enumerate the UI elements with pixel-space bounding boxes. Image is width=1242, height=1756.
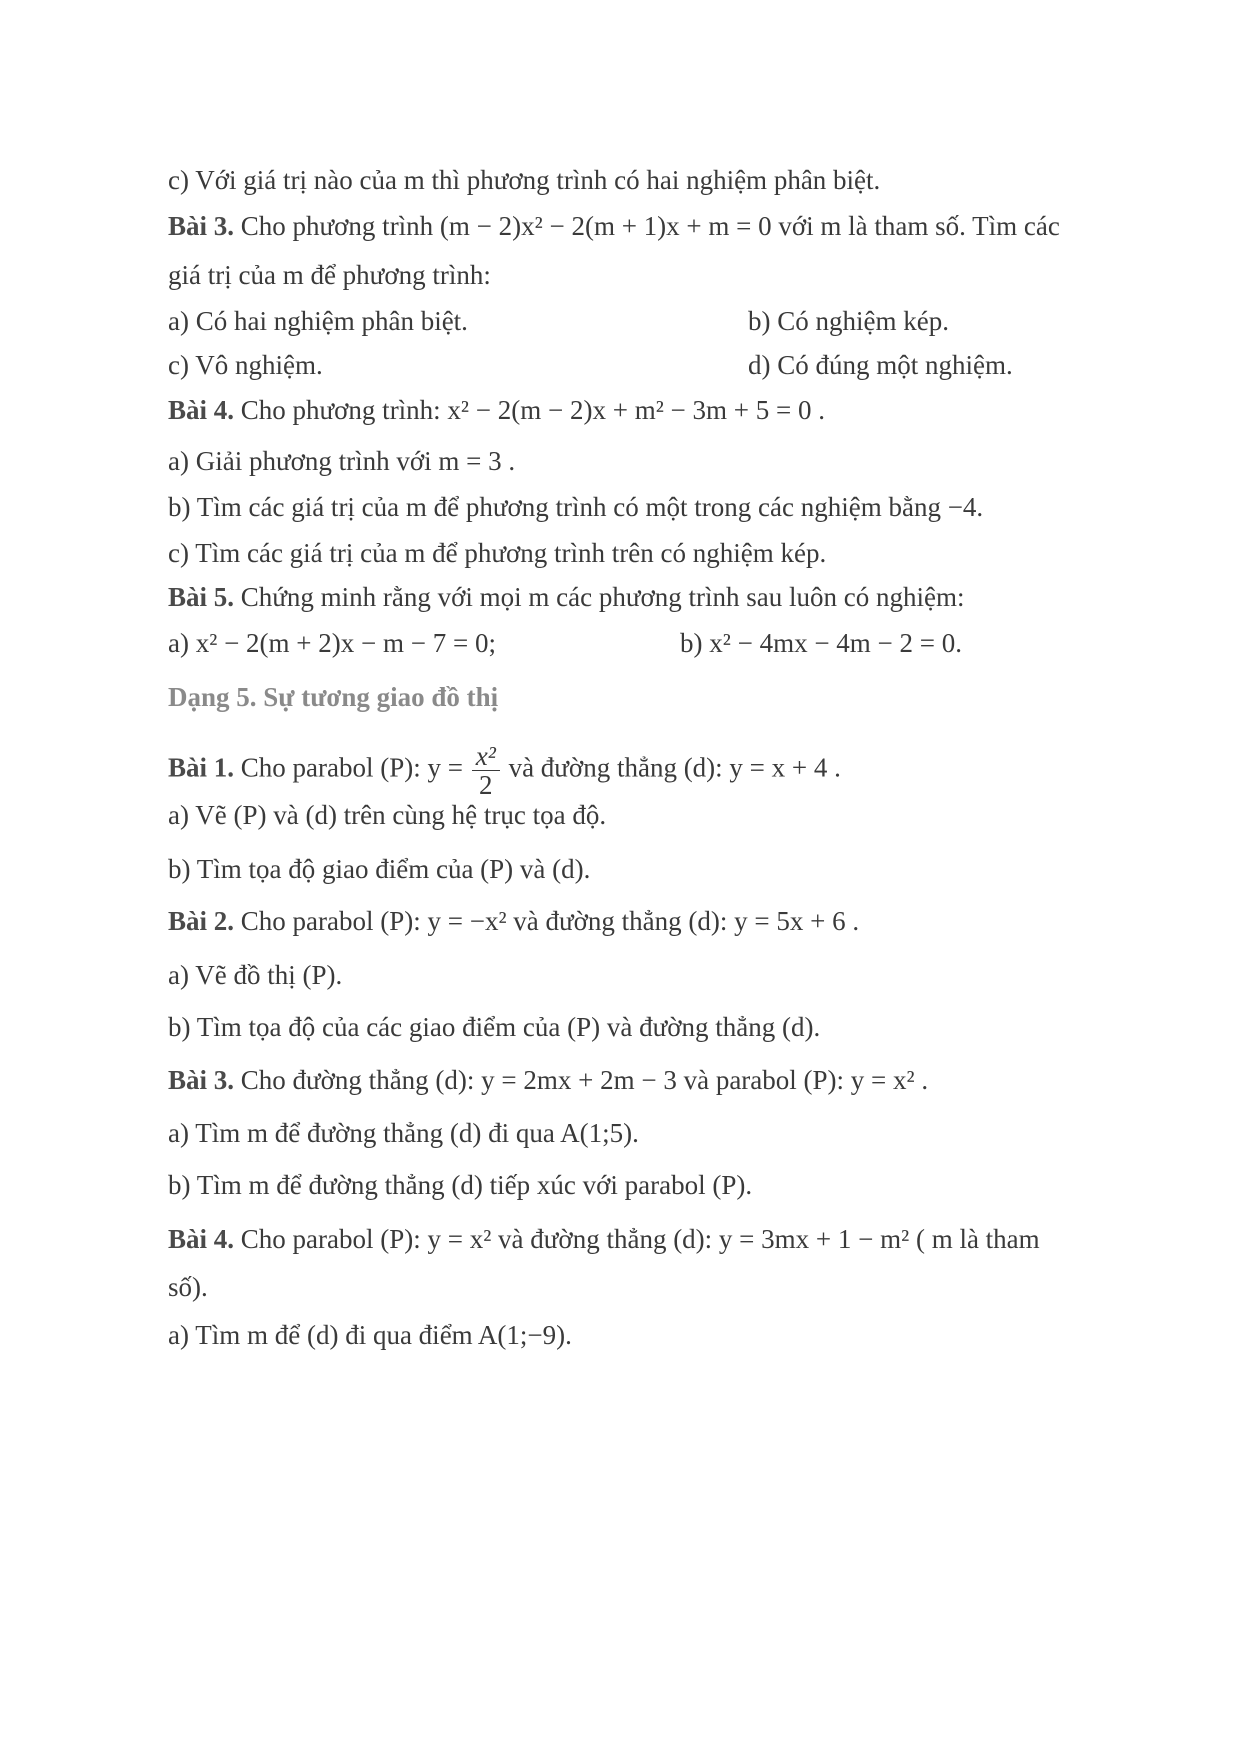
exercise-heading: Bài 4. Cho parabol (P): y = x² và đường thẳng (d): y = 3mx + 1 − m² ( m là tham bbox=[168, 1224, 1040, 1254]
exercise-line: b) Tìm tọa độ của các giao điểm của (P) và đường thẳng (d). bbox=[168, 1012, 821, 1042]
exercise-heading: Bài 3. Cho đường thẳng (d): y = 2mx + 2m − 3 và parabol (P): y = x² . bbox=[168, 1065, 929, 1095]
exercise-label: Bài 4. bbox=[168, 1224, 235, 1254]
exercise-label: Bài 2. bbox=[168, 906, 235, 936]
exercise-heading: Bài 1. Cho parabol (P): y = $\frac{\text{x²}}{2}$ và đường thẳng (d): y = x + 4 . bbox=[168, 741, 841, 800]
section-heading: Dạng 5. Sự tương giao đồ thị bbox=[168, 682, 499, 712]
exercise-line: a) Giải phương trình với m = 3 . bbox=[168, 446, 516, 476]
exercise-label: Bài 4. bbox=[168, 395, 235, 425]
exercise-line: b) Tìm các giá trị của m để phương trình có một trong các nghiệm bằng −4. bbox=[168, 492, 984, 522]
exercise-heading: Bài 5. Chứng minh rằng với mọi m các phương trình sau luôn có nghiệm: bbox=[168, 582, 965, 612]
exercise-label: Bài 3. bbox=[168, 1065, 235, 1095]
exercise-line: giá trị của m để phương trình: bbox=[168, 260, 491, 290]
exercise-label: Bài 1. bbox=[168, 752, 235, 783]
exercise-line: b) Tìm tọa độ giao điểm của (P) và (d). bbox=[168, 854, 591, 884]
exercise-line: c) Tìm các giá trị của m để phương trình trên có nghiệm kép. bbox=[168, 538, 827, 568]
exercise-heading: Bài 3. Cho phương trình (m − 2)x² − 2(m + 1)x + m = 0 với m là tham số. Tìm các bbox=[168, 211, 1060, 241]
exercise-line: a) Tìm m để (d) đi qua điểm A(1;−9). bbox=[168, 1320, 572, 1350]
exercise-options-row: a) x² − 2(m + 2)x − m − 7 = 0; b) x² − 4mx − 4m − 2 = 0. bbox=[168, 628, 962, 658]
exercise-label: Bài 5. bbox=[168, 582, 235, 612]
exercise-line: a) Vẽ đồ thị (P). bbox=[168, 960, 343, 990]
exercise-heading: Bài 2. Cho parabol (P): y = −x² và đường thẳng (d): y = 5x + 6 . bbox=[168, 906, 860, 936]
exercise-line: a) Vẽ (P) và (d) trên cùng hệ trục tọa độ. bbox=[168, 800, 607, 830]
exercise-label: Bài 3. bbox=[168, 211, 235, 241]
exercise-line: b) Tìm m để đường thẳng (d) tiếp xúc với parabol (P). bbox=[168, 1170, 753, 1200]
exercise-options-row: c) Vô nghiệm. d) Có đúng một nghiệm. bbox=[168, 350, 1013, 380]
fraction: $\frac{\text{x²}}{2}$ bbox=[472, 742, 500, 799]
exercise-line: số). bbox=[168, 1272, 208, 1302]
exercise-options-row: a) Có hai nghiệm phân biệt. b) Có nghiệm kép. bbox=[168, 306, 949, 336]
exercise-line: a) Tìm m để đường thẳng (d) đi qua A(1;5). bbox=[168, 1118, 639, 1148]
exercise-heading: Bài 4. Cho phương trình: x² − 2(m − 2)x + m² − 3m + 5 = 0 . bbox=[168, 395, 825, 425]
exercise-line: c) Với giá trị nào của m thì phương trình có hai nghiệm phân biệt. bbox=[168, 165, 881, 195]
